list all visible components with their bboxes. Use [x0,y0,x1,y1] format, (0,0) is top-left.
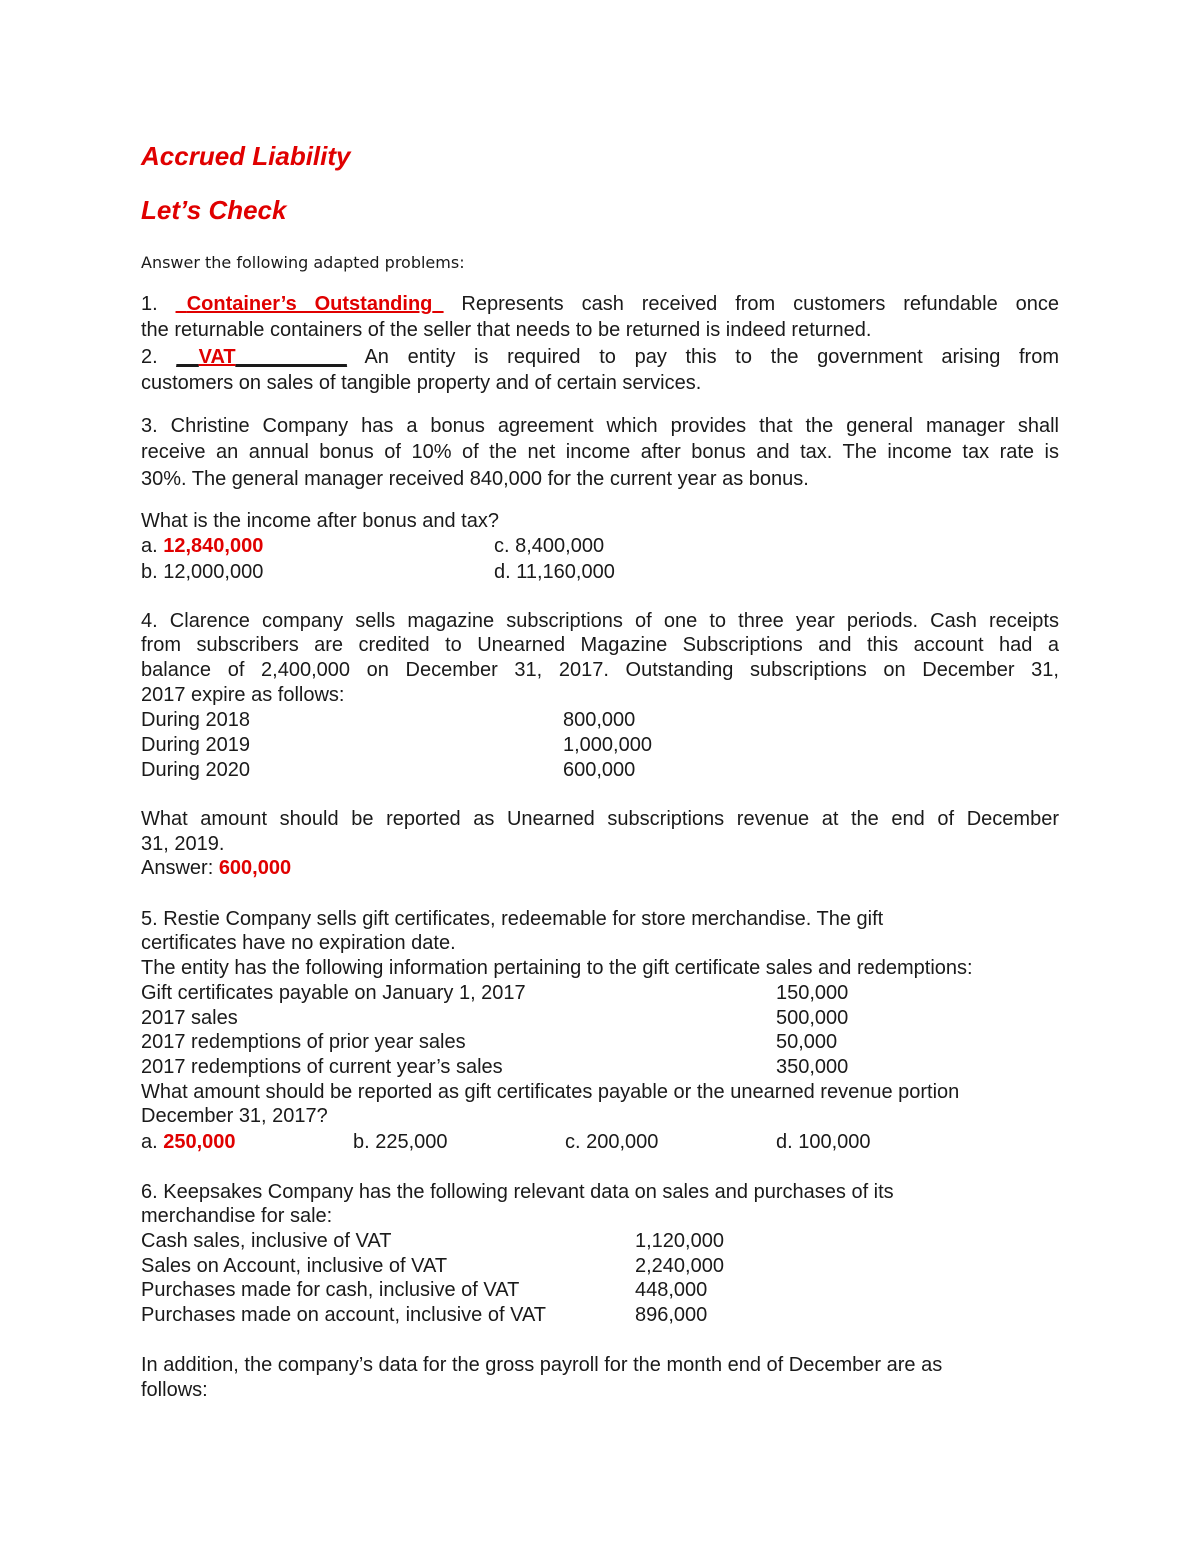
q6-line-2: merchandise for sale: [141,1205,333,1227]
q5-table-row: 2017 redemptions of current year’s sales 350,000 [141,1056,849,1078]
q4-question-line-2: 31, 2019. [141,833,225,855]
q2-answer: VAT [198,346,236,368]
q4-question-line-1: What amount should be reported as Unearned subscriptions revenue at the end of December [141,808,1059,830]
q1-line-2: the returnable containers of the seller that needs to be returned is indeed returned. [141,319,872,341]
q1-line-1: 1. _Container’s Outstanding_ Represents cash received from customers refundable once [141,293,1059,315]
instruction-text: Answer the following adapted problems: [141,253,465,272]
q3-choice-b: b. 12,000,000 [141,561,264,583]
q5-table-row: Gift certificates payable on January 1, 2017 150,000 [141,982,849,1004]
q3-choice-d: d. 11,160,000 [494,561,615,583]
q5-line-1: 5. Restie Company sells gift certificates, redeemable for store merchandise. The gift [141,908,884,930]
q5-table-row: 2017 sales 500,000 [141,1007,849,1029]
q3-question: What is the income after bonus and tax? [141,510,499,532]
q4-table-row: During 2018 800,000 [141,709,636,731]
q6-line-1: 6. Keepsakes Company has the following relevant data on sales and purchases of its [141,1181,894,1203]
q4-line-2: from subscribers are credited to Unearned Magazine Subscriptions and this account had a [141,634,1059,656]
q3-line-3: 30%. The general manager received 840,000 for the current year as bonus. [141,468,809,490]
q3-line-2: receive an annual bonus of 10% of the net income after bonus and tax. The income tax rate is [141,441,1059,463]
q3-choice-a: a. 12,840,000 [141,535,264,557]
q4-table-row: During 2019 1,000,000 [141,734,652,756]
q5-line-2: certificates have no expiration date. [141,932,456,954]
q3-choices-row-1 [141,534,1059,558]
q6-table-row: Purchases made for cash, inclusive of VAT 448,000 [141,1279,708,1301]
q6-addition-line-2: follows: [141,1379,208,1401]
q5-choice-b: b. 225,000 [353,1131,448,1153]
q5-choice-a: a. 250,000 [141,1131,236,1153]
q5-choices-row [141,1130,1059,1154]
q6-addition-line-1: In addition, the company’s data for the gross payroll for the month end of December are as [141,1354,943,1376]
q4-line-4: 2017 expire as follows: [141,684,345,706]
q2-line-2: customers on sales of tangible property and of certain services. [141,372,702,394]
q1-answer: Container’s Outstanding [186,293,433,315]
q6-table-row: Sales on Account, inclusive of VAT 2,240,000 [141,1255,724,1277]
q2-line-1: 2. __VAT__________ An entity is required to pay this to the government arising from [141,346,1059,368]
q3-choices-row-2 [141,560,1059,584]
q3-choice-c: c. 8,400,000 [494,535,605,557]
q6-table-row: Cash sales, inclusive of VAT 1,120,000 [141,1230,724,1252]
q4-answer: Answer: 600,000 [141,857,292,879]
q5-table-row: 2017 redemptions of prior year sales 50,000 [141,1031,838,1053]
q6-table-row: Purchases made on account, inclusive of VAT 896,000 [141,1304,708,1326]
page-title: Accrued Liability [141,141,351,171]
q5-line-3: The entity has the following information pertaining to the gift certificate sales and redemptions: [141,957,973,979]
q5-question-line-1: What amount should be reported as gift certificates payable or the unearned revenue portion [141,1081,960,1103]
q4-table-row: During 2020 600,000 [141,759,636,781]
q5-choice-d: d. 100,000 [776,1131,871,1153]
q4-line-3: balance of 2,400,000 on December 31, 2017. Outstanding subscriptions on December 31, [141,659,1059,681]
q5-choice-c: c. 200,000 [565,1131,659,1153]
q3-line-1: 3. Christine Company has a bonus agreement which provides that the general manager shall [141,415,1059,437]
q5-question-line-2: December 31, 2017? [141,1105,328,1127]
page-subtitle: Let’s Check [141,195,287,225]
q4-line-1: 4. Clarence company sells magazine subscriptions of one to three year periods. Cash receipts [141,610,1059,632]
